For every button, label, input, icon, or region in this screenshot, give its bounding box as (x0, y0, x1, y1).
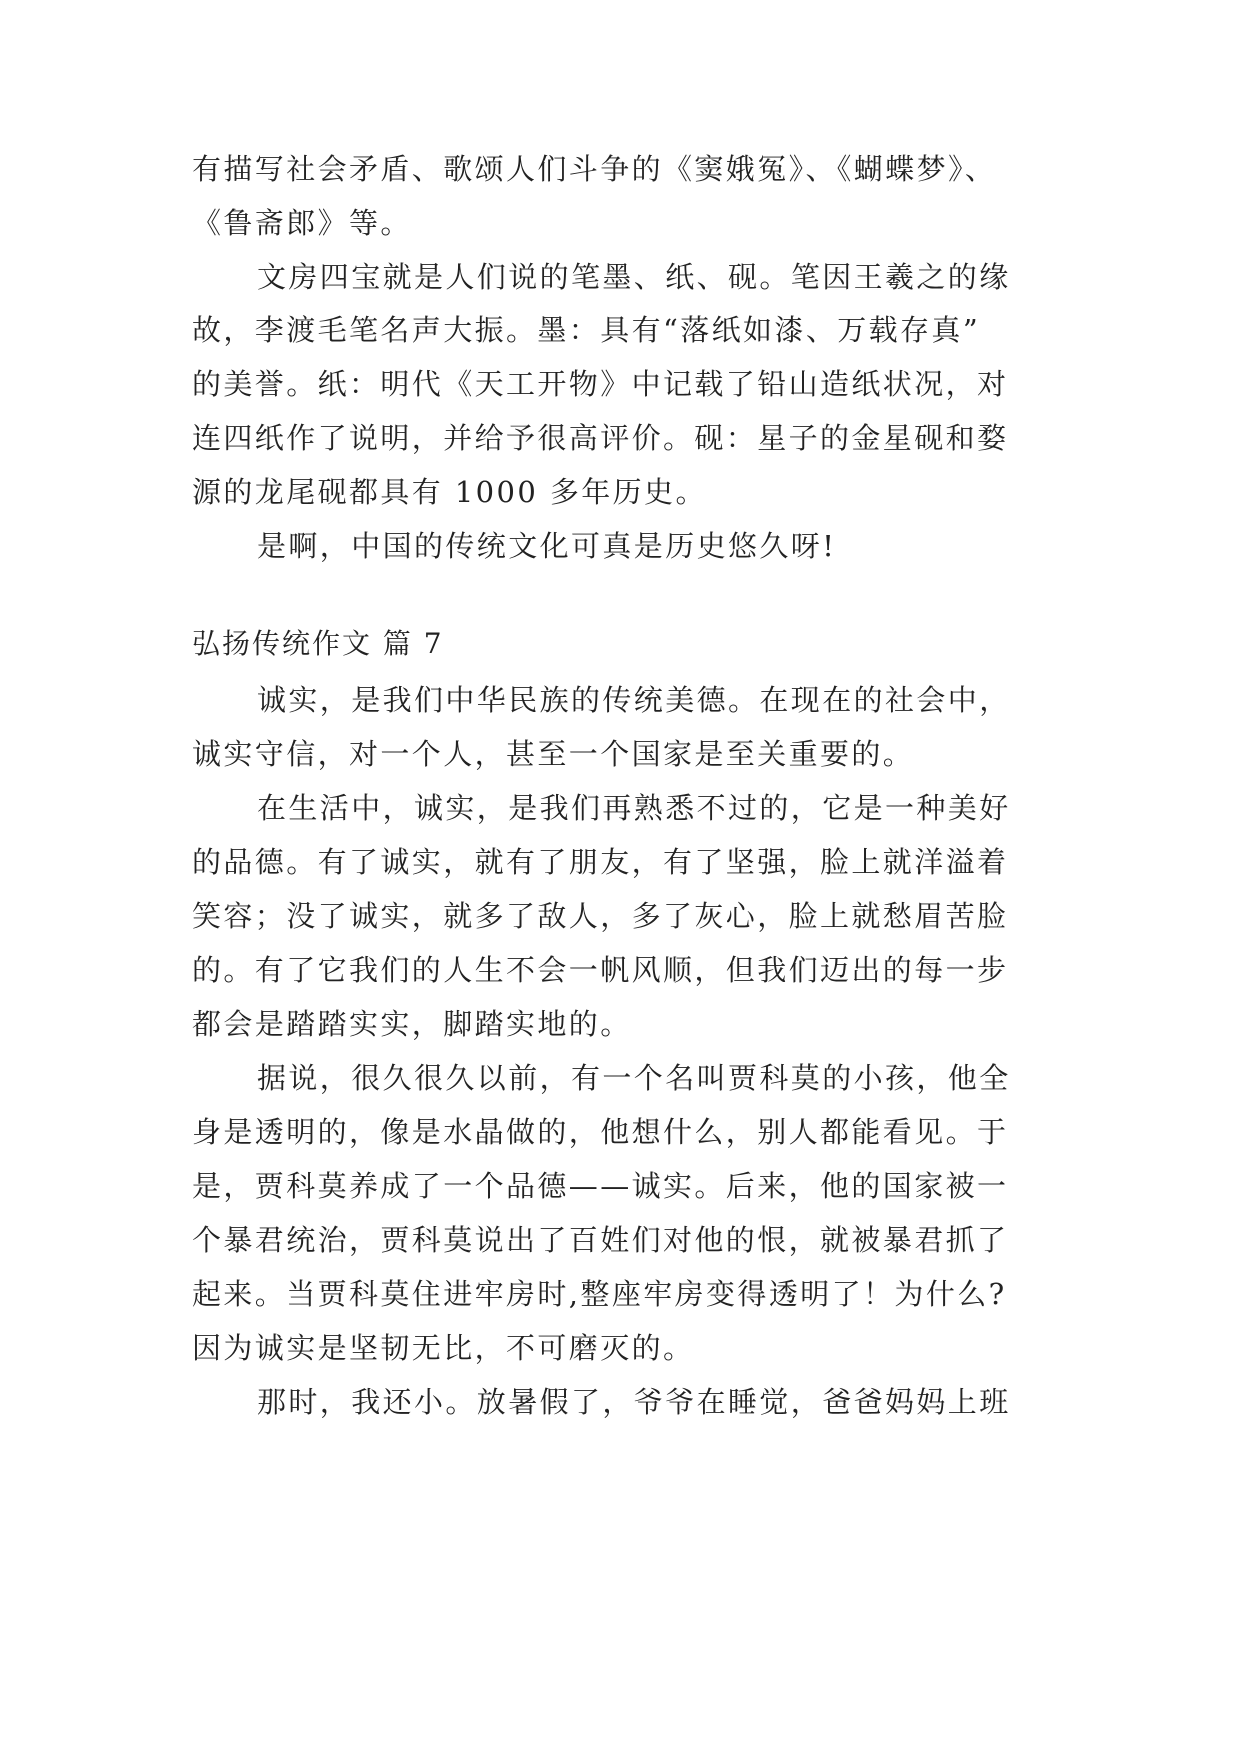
text-line: 的。有了它我们的人生不会一帆风顺，但我们迈出的每一步 (192, 953, 1009, 987)
text-line: 诚实守信，对一个人，甚至一个国家是至关重要的。 (192, 737, 915, 771)
paragraph-first-line: 是啊，中国的传统文化可真是历史悠久呀! (257, 529, 837, 563)
text-line: 源的龙尾砚都具有 1000 多年历史。 (192, 475, 707, 509)
text-line: 都会是踏踏实实，脚踏实地的。 (192, 1007, 632, 1041)
paragraph-first-line: 那时，我还小。放暑假了，爷爷在睡觉，爸爸妈妈上班 (257, 1385, 1011, 1419)
text-line: 个暴君统治，贾科莫说出了百姓们对他的恨，就被暴君抓了 (192, 1223, 1009, 1257)
text-line: 笑容；没了诚实，就多了敌人，多了灰心，脸上就愁眉苦脸 (192, 899, 1009, 933)
text-line: 故，李渡毛笔名声大振。墨：具有“落纸如漆、万载存真” (192, 313, 981, 347)
text-line: 身是透明的，像是水晶做的，他想什么，别人都能看见。于 (192, 1115, 1009, 1149)
text-line: 的美誉。纸：明代《天工开物》中记载了铅山造纸状况，对 (192, 367, 1009, 401)
paragraph-first-line: 在生活中，诚实，是我们再熟悉不过的，它是一种美好 (257, 791, 1011, 825)
paragraph-first-line: 文房四宝就是人们说的笔墨、纸、砚。笔因王羲之的缘 (257, 260, 1011, 294)
text-line: 起来。当贾科莫住进牢房时,整座牢房变得透明了！为什么? (192, 1277, 1007, 1311)
paragraph-first-line: 诚实，是我们中华民族的传统美德。在现在的社会中， (257, 683, 1011, 717)
text-line: 的品德。有了诚实，就有了朋友，有了坚强，脸上就洋溢着 (192, 845, 1009, 879)
text-line: 连四纸作了说明，并给予很高评价。砚：星子的金星砚和婺 (192, 421, 1009, 455)
text-line: 《鲁斋郎》等。 (192, 206, 412, 240)
text-line: 有描写社会矛盾、歌颂人们斗争的《窦娥冤》、《蝴蝶梦》、 (192, 152, 997, 186)
paragraph-first-line: 据说，很久很久以前，有一个名叫贾科莫的小孩，他全 (257, 1061, 1011, 1095)
section-heading: 弘扬传统作文 篇 7 (192, 627, 444, 660)
text-line: 因为诚实是坚韧无比，不可磨灭的。 (192, 1331, 695, 1365)
text-line: 是，贾科莫养成了一个品德——诚实。后来，他的国家被一 (192, 1169, 1009, 1203)
